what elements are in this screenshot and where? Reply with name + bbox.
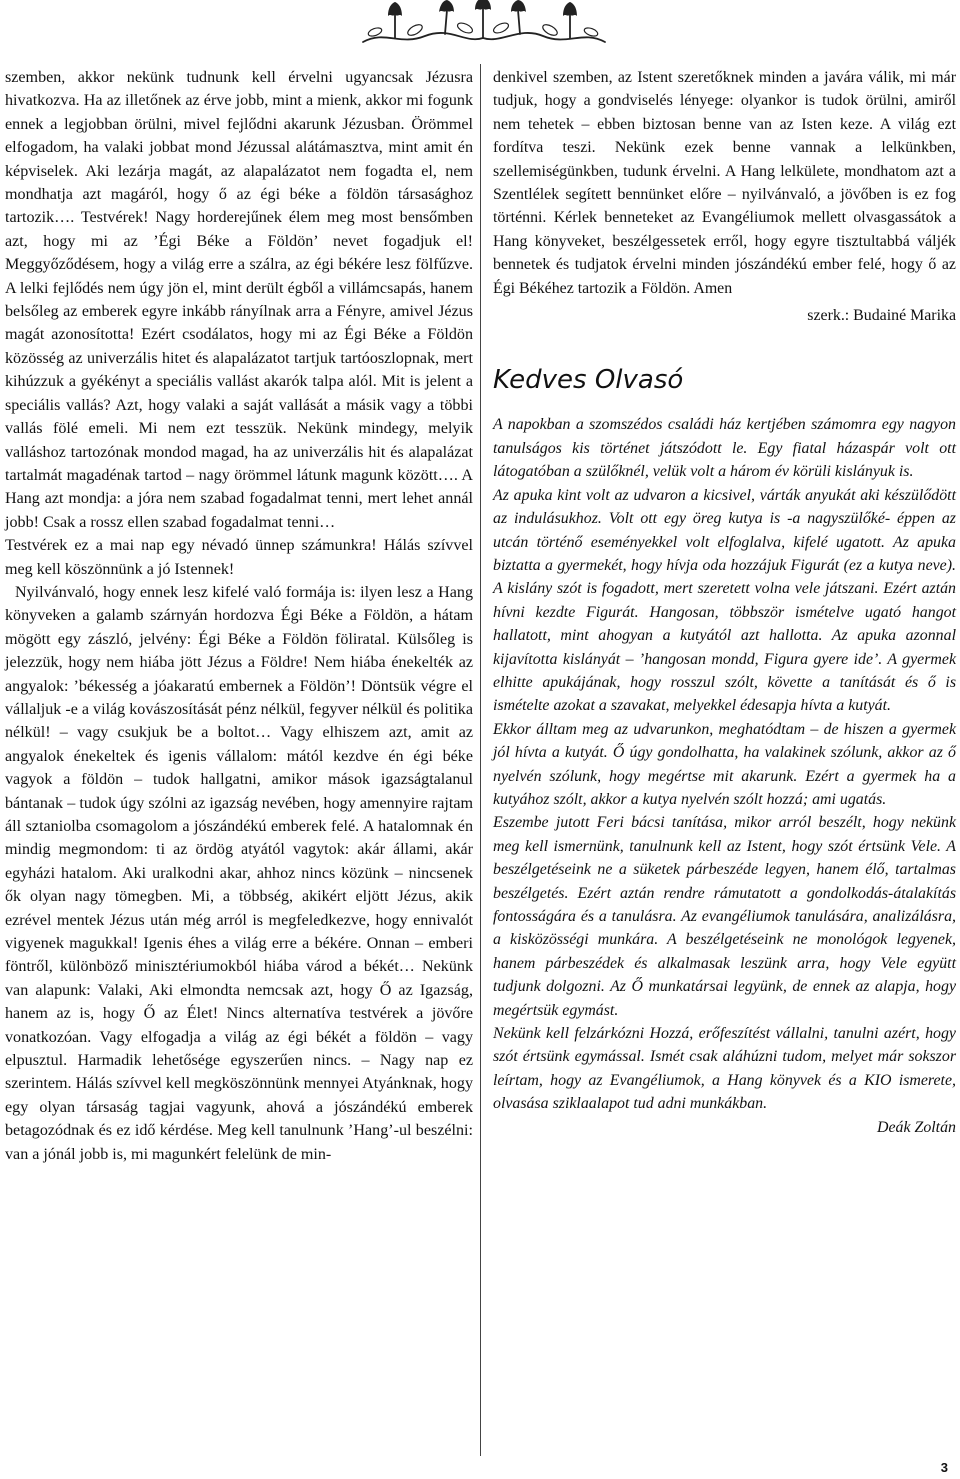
letter-paragraph-3: Ekkor álltam meg az udvarunkon, meghatódtam – de hiszen a gyermek jól hívta a kutyát. Ő úgy gondolhatta, ha valakinek szólunk, akkor az ő nyelvén szólunk, hogy megértse mit akarunk. Ezért a gyermek ha a kutyához szólt, akkor a kutya nyelvén szólt hozzá; ami ugatás. — [493, 720, 956, 808]
letter-signature: Deák Zoltán — [876, 1118, 956, 1136]
page-number: 3 — [940, 1460, 948, 1475]
letter-paragraph-4: Eszembe jutott Feri bácsi tanítása, mikor arról beszélt, hogy nekünk meg kell ismernünk, tanulnunk kell az Istent, hogy szót értsünk Vele. A beszélgetéseink ne a süketek párbeszéde legyen, hanem élő, tartalmas beszélgetés. Ezért aztán rendre rámutatott a gondolkodás-átalakítás fontosságára és a tanulásra. Az evangéliumok tanulására, analizálásra, a kisközösségi munkára. A beszélgetéseink ne monológok legyenek, hanem párbeszédek és alkalmasak leszünk arra, hogy Vele együtt tudjunk dolgozni. Az Ő munkatársai legyünk, de ennek az alapja, hogy megértsük egymást. — [493, 814, 956, 1019]
letter-paragraph-1: A napokban a szomszédos családi ház kertjében számomra egy nagyon tanulságos kis történet játszódott le. Egy fiatal házaspár volt ott látogatóban a szülőknél, velük volt a három év körüli kislányuk is. — [493, 416, 956, 481]
left-paragraph-2: Testvérek ez a mai nap egy névadó ünnep számunkra! Hálás szívvel meg kell köszönnünk a jó Istennek! — [5, 537, 473, 578]
right-intro-paragraph: denkivel szemben, az Istent szeretőknek minden a javára válik, mi már tudjuk, hogy a gondviselés lényege: olyankor is tudok örülni, amiről nem tehetek – ebben biztosan benne van az Isten keze. A világ ezt fordítva teszi. Nekünk ezek benne vannak a lelkünkben, szellemiségünkben, tudunk érvelni. A Hang lelkülete, mondhatom azt a Szentlélek segített bennünket előre – nyilvánvaló, a jövőben is ez fog történni. Kérlek benneteket az Evangéliumok mellett olvasgassátok a Hang könyveket, beszélgessetek erről, hogy egyre tisztultabbá váljék bennetek és tudjatok érvelni minden jószándékú ember felé, hogy ő az Égi Békéhez tartozik a Földön. Amen — [493, 69, 956, 297]
right-column — [493, 66, 956, 1139]
left-paragraph-1: szemben, akkor nekünk tudnunk kell érvelni ugyancsak Jézusra hivatkozva. Ha az illetőnek az érve jobb, mint a mienk, akkor mi fogunk ennek a legjobban örülni, mivel fejlődni akarunk Jézusban. Örömmel elfogadom, ha valaki jobbat mond Jézussal alátámasztva, mint amit én képviselek. Aki lezárja magát, az alapalázatot nem fogadta el, nem mondhatja azt magáról, hogy ő az égi béke a földön társasághoz tartozik…. Testvérek! Nagy horderejűnek élem meg most bensőmben azt, hogy mi az ’Égi Béke a Földön’ nevet fogadjuk el! Meggyőződésem, hogy a világ erre a szálra, az égi békére lesz fölfűzve. A lelki fejlődés nem úgy jön el, mint derült égből a villámcsapás, hanem belsőleg az emberek egyre inkább rányílnak arra a Fényre, amivel Jézus magát azonosította! Ezért csodálatos, hogy mi az Égi Béke a Földön közösség az univerzális hitet és alapalázatot tartjuk tartóoszlopnak, mert kihúzzuk a gyékényt a speciális vallást akarók talpa alól. Mit is jelent a speciális vallás? Azt, hogy valaki a saját vallását a másik vagy a többi vallás fölé emeli. Mi nem ezt tesszük. Nekünk mindegy, melyik valláshoz tartozónak mondod magad, ha az univerzális hit és alapalázat tartalmát magadénak tartod – nagy örömmel látunk magunk között…. A Hang azt mondja: a jóra nem szabad fogadalmat tenni, mert lehet annál jobb! Csak a rossz ellen szabad fogadalmat tenni… — [5, 69, 473, 531]
letter-paragraph-2: Az apuka kint volt az udvaron a kicsivel, várták anyukát aki készülődött az indulásukhoz. Volt ott egy öreg kutya is -a nagyszülőké- éppen az utcán történő eseményekkel volt elfoglalva, kifelé ugatott. Az apuka biztatta a gyermekét, hogy hívja oda hozzájuk Figurát (ez a kutya neve). A kislány szót is fogadott, mert szeretett volna vele játszani. Ezért aztán hívni kezdte Figurát. Hangosan, többször ismételve ugató hangot hallatott, mint ahogyan a kutyától azt hallotta. Az apuka azonnal kijavította kislányát – ’hangosan mondd, Figura gyere ide’. A gyermek elhitte apukájának, hogy rosszul szólt, követte a tanítását és ő is ismételte azokat a szavakat, melyekkel édesapja hívta a kutyát. — [493, 486, 956, 715]
reader-letter — [493, 413, 956, 1115]
left-column — [5, 66, 473, 1166]
greeting-heading: Kedves Olvasó — [493, 365, 684, 396]
letter-paragraph-5: Nekünk kell felzárkózni Hozzá, erőfeszítést vállalni, tanulni azért, hogy szót értsünk egymással. Ismét csak aláhúzni tudom, melyet már sokszor leírtam, hogy az Evangéliumok, a Hang könyvek és a KIO ismerete, olvasása sziklaalapot tud adni munkákban. — [493, 1025, 956, 1113]
tulip-flower-ornament-icon — [355, 0, 610, 50]
editor-signature: szerk.: Budainé Marika — [807, 307, 956, 325]
left-paragraph-3: Nyilvánvaló, hogy ennek lesz kifelé való formája is: ilyen lesz a Hang könyveken a galamb szárnyán hordozva Égi Béke a Földön, a hátam mögött egy zászló, jelvény: Égi Béke a Földön föliratal. Külsőleg is jelezzük, hogy nem hiába jött Jézus a Földre! Nem hiába énekelték az angyalok: ’békesség a jóakaratú embernek a Földön’! Döntsük végre el vállaljuk -e a világ kovászosítását pénz nélkül, fegyver nélkül és politika nélkül! – vagy csukjuk be a boltot… Vagy elhiszem azt, amit az angyalok énekeltek és igenis vállalom: mától kezdve én égi béke vagyok a földön – tudok hallgatni, amikor mások igazságtalanul bántanak – tudok úgy szólni az igazság nevében, hogy amennyire rajtam áll sztaniolba csomagolom a jószándékú emberek felé. A hatalomnak én mindig megmondom: ti az ördög atyától vagytok: akár állami, akár egyházi hatalom. Aki uralkodni akar, ahhoz nincs közünk – nincsenek ők olyan nagy tömegben. Mi, a többség, akikért eljött Jézus, akik ezrével mentek Jézus után még arról is megfeledkezve, hogy ennivalót vigyenek magukkal! Igenis éhes a világ erre a békére. Onnan – emberi föntről, különböző minisztériumokból hiába várod a békét… Nekünk van alapunk: Valaki, Aki elmondta nemcsak azt, hogy Ő az Igazság, hanem az is, hogy Ő az Élet! Nincs alternatíva testvérek a jövőre vonatkozóan. Vagy elfogadja a világ az égi békét a földön – vagy elpusztul. Harmadik lehetősége egyszerűen nincs. – Nagy nap ez szerintem. Hálás szívvel kell megköszönnünk mennyei Atyánknak, hogy egy olyan társaság tagjai vagyunk, ahová a jószándékú emberek betagozódnak és ez idő kérdése. Meg kell tanulnunk ’Hang’-ul beszélni: van a jónál jobb is, mi magunkért felelünk de min- — [5, 583, 473, 1163]
column-divider — [480, 64, 481, 1456]
